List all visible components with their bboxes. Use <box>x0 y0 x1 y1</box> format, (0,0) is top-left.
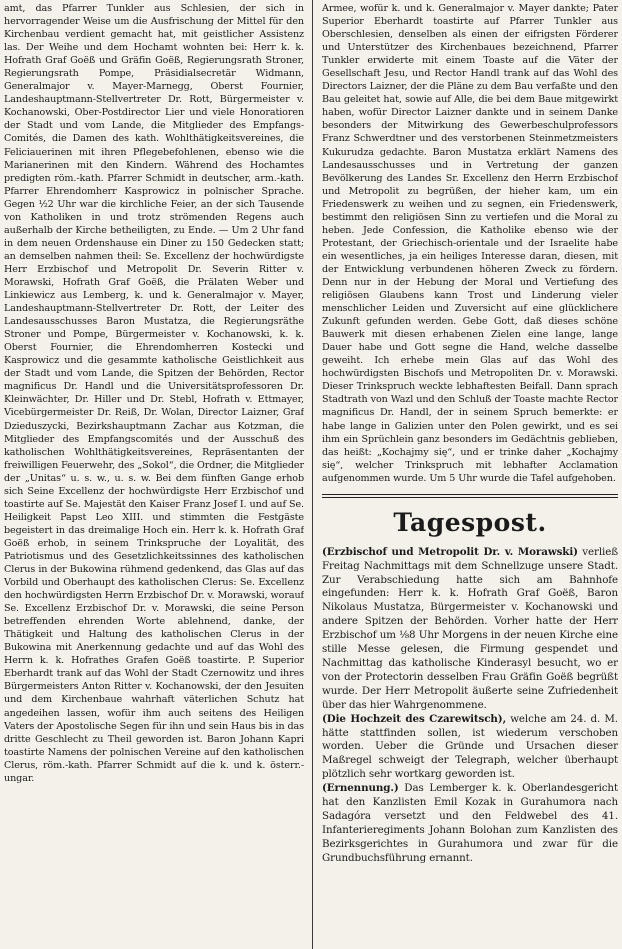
news-item-headline: (Ernennung.) <box>322 782 399 795</box>
right-column <box>322 2 618 947</box>
news-item-body: verließ Freitag Nachmittags mit dem Schnellzuge unsere Stadt. Zur Verabschiedung hatte sich am Bahnhofe eingefunden: Herr k. k. Hofrath Graf Goëß, Baron Nikolaus Mustatza, Bürgermeister v. Kochanowski und andere Spitzen der Behörden. Vorher hatte der Herr Erzbischof um ⅛8 Uhr Morgens in der neuen Kirche eine stille Messe gelesen, die Firmung gespendet und Nachmittag das katholische Kinderasyl besucht, wo er von der Protectorin desselben Frau Gräfin Goëß begrüßt wurde. Der Herr Metropolit äußerte seine Zufriedenheit über das hier Wahrgenommene. <box>322 545 618 711</box>
column-divider <box>312 0 313 949</box>
news-item-headline: (Erzbischof und Metropolit Dr. v. Morawski) <box>322 545 578 558</box>
banquet-report-text: amt, das Pfarrer Tunkler aus Schlesien, der sich in hervorragender Weise um die Ausfrischung der Mittel für den Kirchenbau verdient gemacht hat, mit geistlicher Assistenz las. Der Weihe und dem Hochamt wohnten bei: Herr k. k. Hofrath Graf Goëß und Gräfin Goëß, Regierungsrath Stroner, Regierungsrath Pompe, Präsidialsecretär Widmann, Generalmajor v. Mayer-Marnegg, Oberst Fournier, Landeshauptmann-Stellvertreter Dr. Rott, Bürgermeister v. Kochanowski, Ober-Postdirector Lier und viele Honoratioren der Stadt und vom Lande, die Mitglieder des Empfangs-Comités, die Damen des kath. Wohlthätigkeitsvereines, die Feliciauerinen mit ihren Pflegebefohlenen, ebenso wie die Marianerinen mit den Kindern. Während des Hochamtes predigten röm.-kath. Pfarrer Schmidt in deutscher, arm.-kath. Pfarrer Ehrendomherr Kasprowicz in polnischer Sprache. Gegen ½2 Uhr war die kirchliche Feier, an der sich Tausende von Katholiken in und trotz strömenden Regens auch außerhalb der Kirche betheiligten, zu Ende. — Um 2 Uhr fand in dem neuen Ordenshause ein Diner zu 150 Gedecken statt; an demselben nahmen theil: Se. Excellenz der hochwürdigste Herr Erzbischof und Metropolit Dr. Severin Ritter v. Morawski, Hofrath Graf Goëß, die Prälaten Weber und Linkiewicz aus Lemberg, k. und k. Generalmajor v. Mayer, Landeshauptmann-Stellvertreter Dr. Rott, der Leiter des Landesausschusses Baron Mustatza, die Regierungsräthe Stroner und Pompe, Bürgermeister v. Kochanowski, k. k. Oberst Fournier, die Ehrendomherren Kostecki und Kasprowicz und die gesammte katholische Geistlichkeit aus der Stadt und vom Lande, die Spitzen der Behörden, Rector magnificus Dr. Handl und die Universitätsprofessoren Dr. Kleinwächter, Dr. Hiller und Dr. Stebl, Hofrath v. Ettmayer, Vicebürgermeister Dr. Reiß, Dr. Wolan, Director Laizner, Graf Dzieduszycki, Bezirkshauptmann Zachar aus Kotzman, die Mitglieder des Empfangscomités und der Ausschuß des katholischen Wohlthätigkeitsvereines, Repräsentanten der freiwilligen Feuerwehr, des „Sokol“, die Ordner, die Mitglieder der „Unitas“ u. s. w., u. s. w. Bei dem fünften Gange erhob sich Seine Excellenz der hochwürdigste Herr Erzbischof und toastirte auf Se. Majestät den Kaiser Franz Josef I. und auf Se. Heiligkeit Papst Leo XIII. und stimmten die Festgäste begeistert in das dreimalige Hoch ein. Herr k. k. Hofrath Graf Goëß erhob, in seinem Trinkspruche der Loyalität, des Patriotismus und des Gesetzlichkeitssinnes des katholischen Clerus in der Bukowina rühmend gedenkend, das Glas auf das Vorbild und Oberhaupt des katholischen Clerus: Se. Excellenz den hochwürdigsten Herrn Erzbischof Dr. v. Morawski, worauf Se. Excellenz Erzbischof Dr. v. Morawski, die seine Person betreffenden ehrenden Worte ablehnend, danke, der Thätigkeit und Haltung des katholischen Clerus in der Bukowina mit Anerkennung gedachte und auf das Wohl des Herrn k. k. Hofrathes Grafen Goëß toastirte. P. Superior Eberhardt trank auf das Wohl der Stadt Czernowitz und ihres Bürgermeisters Anton Ritter v. Kochanowski, der den Jesuiten und dem Kirchenbaue wahrhaft väterlichen Schutz hat angedeihen lassen, wofür ihm auch seitens des Heiligen Vaters der Apostolische Segen für ihn und sein Haus bis in das dritte Geschlecht zu Theil geworden ist. Baron Johann Kapri toastirte Namens der polnischen Vereine auf den katholischen Clerus, röm.-kath. Pfarrer Schmidt auf die k. und k. österr.-ungar. <box>4 3 304 784</box>
news-item-headline: (Die Hochzeit des Czarewitsch), <box>322 712 507 725</box>
news-item-body: welche am 24. d. M. hätte stattfinden sollen, ist wiederum verschoben worden. Ueber die Gründe und Ursachen dieser Maßregel schweigt der Telegraph, welcher überhaupt plötzlich sehr wortkarg geworden ist. <box>322 712 618 781</box>
news-item-body: Das Lemberger k. k. Oberlandesgericht hat den Kanzlisten Emil Kozak in Gurahumora nach Sadagóra versetzt und den Feldwebel des 41. Infanterieregiments Johann Bolohan zum Kanzlisten des Bezirksgerichtes in Gurahumora und zwar für die Grundbuchsführung ernannt. <box>322 782 618 864</box>
banquet-report-continuation: Armee, wofür k. und k. Generalmajor v. Mayer dankte; Pater Superior Eberhardt toastirte auf Pfarrer Tunkler aus Oberschlesien, denselben als einen der eifrigsten Förderer und Unterstützer des Kirchenbaues bezeichnend, Pfarrer Tunkler erwiderte mit einem Toaste auf die Väter der Gesellschaft Jesu, und Rector Handl trank auf das Wohl des Directors Laizner, der die Pläne zu dem Bau verfaßte und den Bau geleitet hat, sowie auf Alle, die bei dem Baue mitgewirkt haben, wofür Director Laizner dankte und in seinem Danke besonders der Mitwirkung des Gewerbeschulprofessors Franz Schwerdtner und des verstorbenen Steinmetzmeisters Kukurudza gedachte. Baron Mustatza erklärt Namens des Landesausschusses und in Vertretung der ganzen Bevölkerung des Landes Sr. Excellenz den Herrn Erzbischof und Metropolit zu begrüßen, der hieher kam, um ein Friedenswerk zu weihen und zu segnen, ein Friedenswerk, bestimmt den religiösen Sinn zu vertiefen und die Moral zu heben. Jede Confession, die Katholike ebenso wie der Protestant, der Griechisch-orientale und der Israelite habe ein wesentliches, ja ein heiliges Interesse daran, diesen, mit der Entwicklung verbundenen höheren Zweck zu fördern. Denn nur in der Hebung der Moral und Vertiefung des religiösen Glaubens kann Trost und Linderung vieler menschlicher Leiden und Zuversicht auf eine glücklichere Zukunft gefunden werden. Gebe Gott, daß dieses schöne Bauwerk mit diesen erhabenen Zielen eine lange, lange Dauer habe und Gott segne die Hand, welche dasselbe geweiht. Ich erhebe mein Glas auf das Wohl des hochwürdigsten Bischofs und Metropoliten Dr. v. Morawski. Dieser Trinkspruch weckte lebhaftesten Beifall. Dann sprach Stadtrath von Wazl und den Schluß der Toaste machte Rector magnificus Dr. Handl, der in seinem Spruch bemerkte: er habe lange in Galizien unter den Polen gewirkt, und es sei ihm ein Sprüchlein ganz besonders im Gedächtnis geblieben, das heißt: „Kochajmy się“, und er trinke daher „Kochajmy się“, welcher Trinkspruch mit lebhafter Acclamation aufgenommen wurde. Um 5 Uhr wurde die Tafel aufgehoben. <box>322 3 618 484</box>
news-item-ernennung <box>322 782 618 865</box>
news-item-czarewitsch <box>322 713 618 783</box>
section-masthead: Tagespost. <box>393 507 547 537</box>
section-rule <box>322 494 618 498</box>
left-column <box>4 2 304 947</box>
news-item-morawski <box>322 546 618 713</box>
